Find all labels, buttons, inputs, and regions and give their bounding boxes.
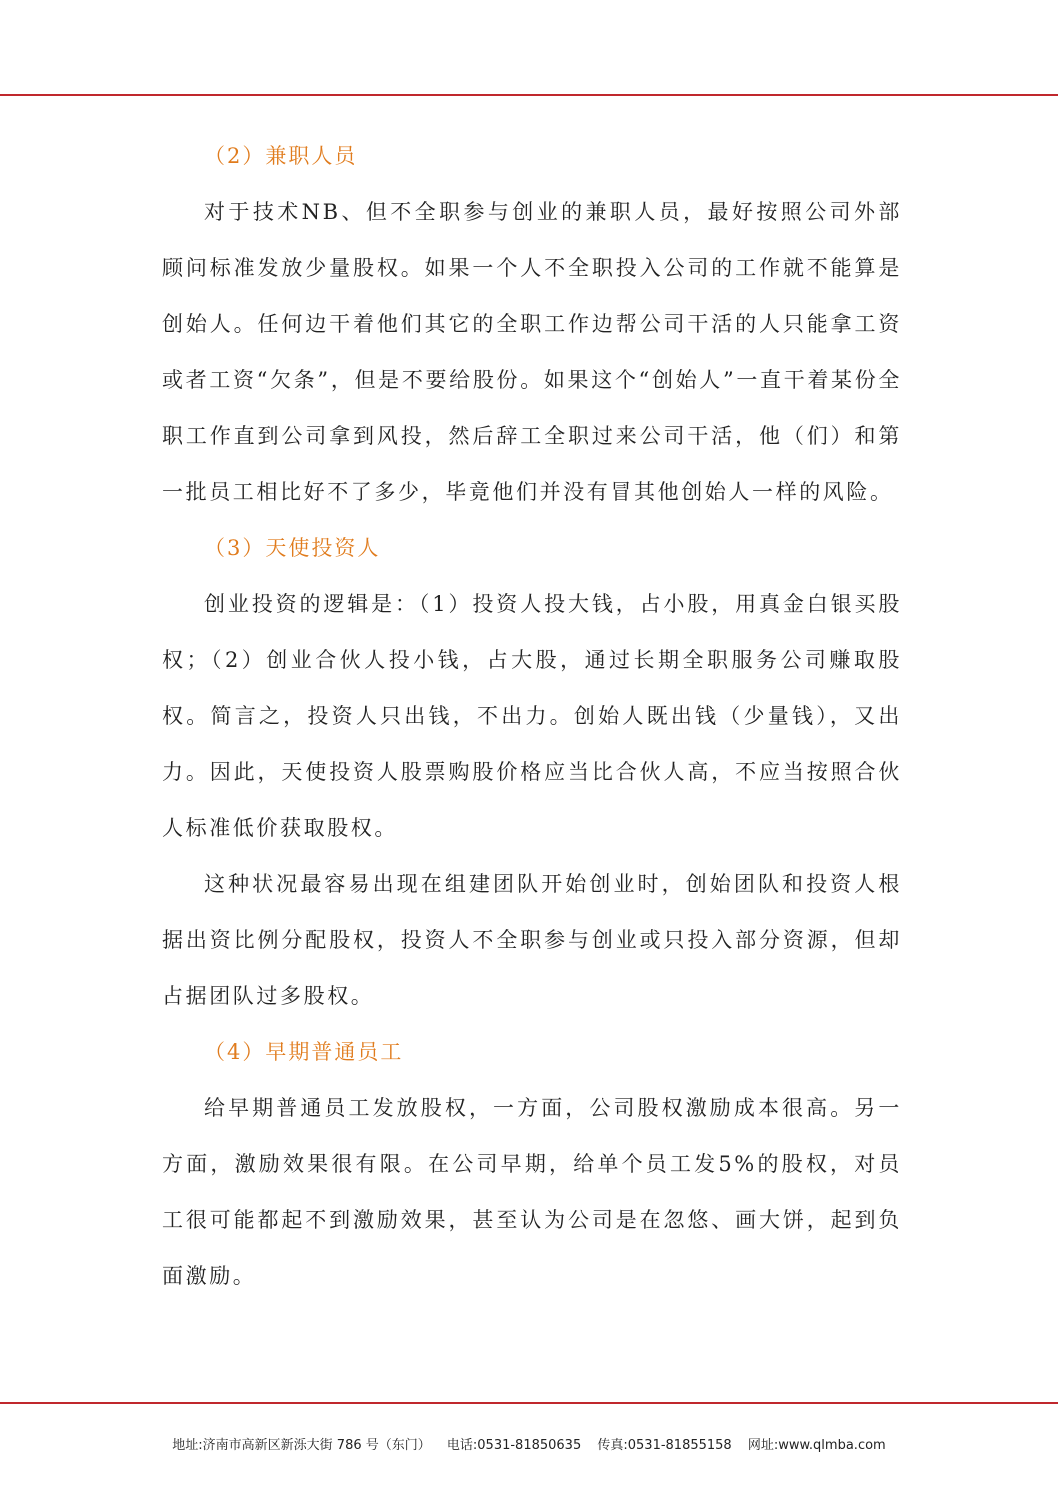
paragraph: 这种状况最容易出现在组建团队开始创业时，创始团队和投资人根据出资比例分配股权，投资人不全职参与创业或只投入部分资源，但却占据团队过多股权。 (162, 872, 902, 1008)
section-part-time (162, 128, 902, 520)
paragraph: 给早期普通员工发放股权，一方面，公司股权激励成本很高。另一方面，激励效果很有限。在公司早期，给单个员工发5%的股权，对员工很可能都起不到激励效果，甚至认为公司是在忽悠、画大饼，起到负面激励。 (162, 1096, 902, 1288)
document-body (162, 128, 902, 1304)
section-heading: （4）早期普通员工 (204, 1040, 404, 1064)
paragraph: 对于技术NB、但不全职参与创业的兼职人员，最好按照公司外部顾问标准发放少量股权。如果一个人不全职投入公司的工作就不能算是创始人。任何边干着他们其它的全职工作边帮公司干活的人只能拿工资或者工资“欠条”，但是不要给股份。如果这个“创始人”一直干着某份全职工作直到公司拿到风投，然后辞工全职过来公司干活，他（们）和第一批员工相比好不了多少，毕竟他们并没有冒其他创始人一样的风险。 (162, 200, 902, 504)
paragraph: 创业投资的逻辑是：（1）投资人投大钱，占小股，用真金白银买股权；（2）创业合伙人投小钱，占大股，通过长期全职服务公司赚取股权。简言之，投资人只出钱，不出力。创始人既出钱（少量钱），又出力。因此，天使投资人股票购股价格应当比合伙人高，不应当按照合伙人标准低价获取股权。 (162, 592, 902, 840)
section-heading: （3）天使投资人 (204, 536, 381, 560)
footer-website: 网址:www.qlmba.com (747, 1438, 886, 1453)
page-footer (0, 1434, 1058, 1453)
section-early-employees (162, 1024, 902, 1304)
section-heading: （2）兼职人员 (204, 144, 358, 168)
footer-address: 地址:济南市高新区新泺大街 786 号（东门） (172, 1438, 431, 1453)
footer-fax: 传真:0531-81855158 (597, 1438, 732, 1453)
footer-rule (0, 1402, 1058, 1404)
footer-phone: 电话:0531-81850635 (446, 1438, 582, 1453)
section-angel-investor (162, 520, 902, 1024)
header-rule (0, 94, 1058, 96)
